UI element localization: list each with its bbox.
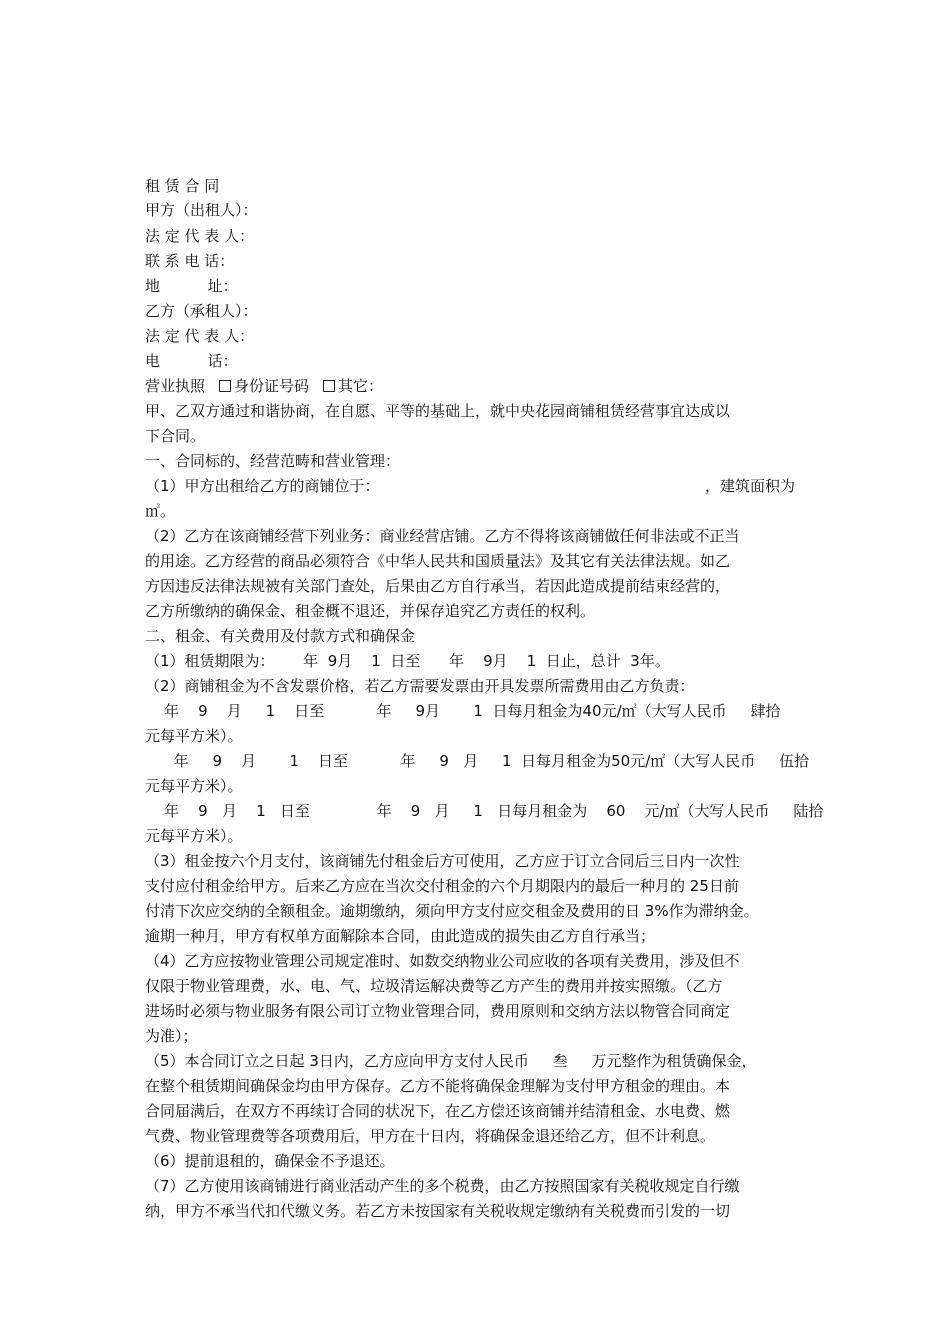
other-option: 其它： <box>338 377 384 395</box>
rent-row-2: 年 9 月 1 日至 年 9 月 1 日每月租金为50元/㎡（大写人民币 伍拾 <box>145 752 810 770</box>
phone-b-label: 电 话： <box>145 352 238 370</box>
clause-2-4-line: 为准）； <box>145 1027 198 1045</box>
rent-row-3: 年 9 月 1 日至 年 9 月 1 日每月租金为 60 元/㎡（大写人民币 陆拾 <box>145 802 824 820</box>
contact-a-label: 联 系 电 话： <box>145 252 235 270</box>
clause-1-2-line: （2）乙方在该商铺经营下列业务：商业经营店铺。乙方不得将该商铺做任何非法或不正当 <box>145 527 740 545</box>
clause-2-3-line: 逾期一种月，甲方有权单方面解除本合同，由此造成的损失由乙方自行承当； <box>145 927 656 945</box>
rep-a-label: 法 定 代 表 人： <box>145 227 255 245</box>
clause-2-3-line: （3）租金按六个月支付，该商铺先付租金后方可使用，乙方应于订立合同后三日内一次性 <box>145 852 740 870</box>
clause-2-7-line: 纳，甲方不承当代扣代缴义务。若乙方未按国家有关税收规定缴纳有关税费而引发的一切 <box>145 1202 731 1220</box>
rep-b-label: 法 定 代 表 人： <box>145 327 255 345</box>
section-1-heading: 一、合同标的、经营范畴和营业管理： <box>145 452 401 470</box>
clause-2-7-line: （7）乙方使用该商铺进行商业活动产生的多个税费，由乙方按照国家有关税收规定自行缴 <box>145 1177 740 1195</box>
clause-2-5-line: 在整个租赁期间确保金均由甲方保存。乙方不能将确保金理解为支付甲方租金的理由。本 <box>145 1077 731 1095</box>
rent-row-2-cont: 元每平方米）。 <box>145 777 243 795</box>
clause-2-4-line: 进场时必须与物业服务有限公司订立物业管理合同，费用原则和交纳方法以物管合同商定 <box>145 1002 731 1020</box>
clause-2-2: （2）商铺租金为不含发票价格，若乙方需要发票由开具发票所需费用由乙方负责： <box>145 677 695 695</box>
rent-row-3-cont: 元每平方米）。 <box>145 827 243 845</box>
clause-1-2-line: 方因违反法律法规被有关部门查处，后果由乙方自行承当，若因此造成提前结束经营的， <box>145 577 731 595</box>
clause-2-4-line: （4）乙方应按物业管理公司规定准时、如数交纳物业公司应收的各项有关费用，涉及但不 <box>145 952 740 970</box>
clause-2-3-line: 付清下次应交纳的全额租金。逾期缴纳，须向甲方支付应交租金及费用的日 3%作为滞纳金。 <box>145 902 759 920</box>
party-b-label: 乙方（承租人）： <box>145 302 258 320</box>
checkbox-icon <box>219 380 231 392</box>
clause-1-2-line: 的用途。乙方经营的商品必须符合《中华人民共和国质量法》及其它有关法律法规。如乙 <box>145 552 731 570</box>
intro-line-1: 甲、乙双方通过和谐协商，在自愿、平等的基础上，就中央花园商铺租赁经营事宜达成以 <box>145 402 731 420</box>
checkbox-icon <box>323 380 335 392</box>
clause-2-1: （1）租赁期限为： 年 9月 1 日至 年 9月 1 日止，总计 3年。 <box>145 652 670 670</box>
clause-1-1-unit: ㎡。 <box>145 502 176 520</box>
clause-2-5-line: 气费、物业管理费等各项费用后，甲方在十日内，将确保金退还给乙方，但不计利息。 <box>145 1127 716 1145</box>
clause-2-4-line: 仅限于物业管理费，水、电、气、垃圾清运解决费等乙方产生的费用并按实照缴。（乙方 <box>145 977 723 995</box>
rent-row-1: 年 9 月 1 日至 年 9月 1 日每月租金为40元/㎡（大写人民币 肆拾 <box>145 702 781 720</box>
clause-1-1-area: ，建筑面积为 <box>705 477 796 495</box>
rent-row-1-cont: 元每平方米）。 <box>145 727 243 745</box>
clause-1-1-location: （1）甲方出租给乙方的商铺位于： <box>145 477 380 495</box>
clause-2-3-line: 支付应付租金给甲方。后来乙方应在当次交付租金的六个月期限内的最后一种月的 25日前 <box>145 877 739 895</box>
clause-2-6: （6）提前退租的，确保金不予退还。 <box>145 1152 395 1170</box>
doc-title: 租 赁 合 同 <box>145 177 220 195</box>
party-a-label: 甲方（出租人）： <box>145 201 258 219</box>
id-card-option: 身份证号码 <box>234 377 310 395</box>
section-2-heading: 二、租金、有关费用及付款方式和确保金 <box>145 627 416 645</box>
license-option: 营业执照 <box>145 377 206 395</box>
id-type-line <box>145 376 383 396</box>
clause-2-5-line: 合同届满后，在双方不再续订合同的状况下，在乙方偿还该商铺并结清租金、水电费、燃 <box>145 1102 731 1120</box>
clause-1-2-line: 乙方所缴纳的确保金、租金概不退还，并保存追究乙方责任的权利。 <box>145 602 596 620</box>
clause-2-5-line: （5）本合同订立之日起 3日内，乙方应向甲方支付人民币 叁 万元整作为租赁确保金， <box>145 1052 757 1070</box>
intro-line-2: 下合同。 <box>145 427 206 445</box>
clause-1-1 <box>145 476 796 496</box>
address-label: 地 址： <box>145 277 238 295</box>
